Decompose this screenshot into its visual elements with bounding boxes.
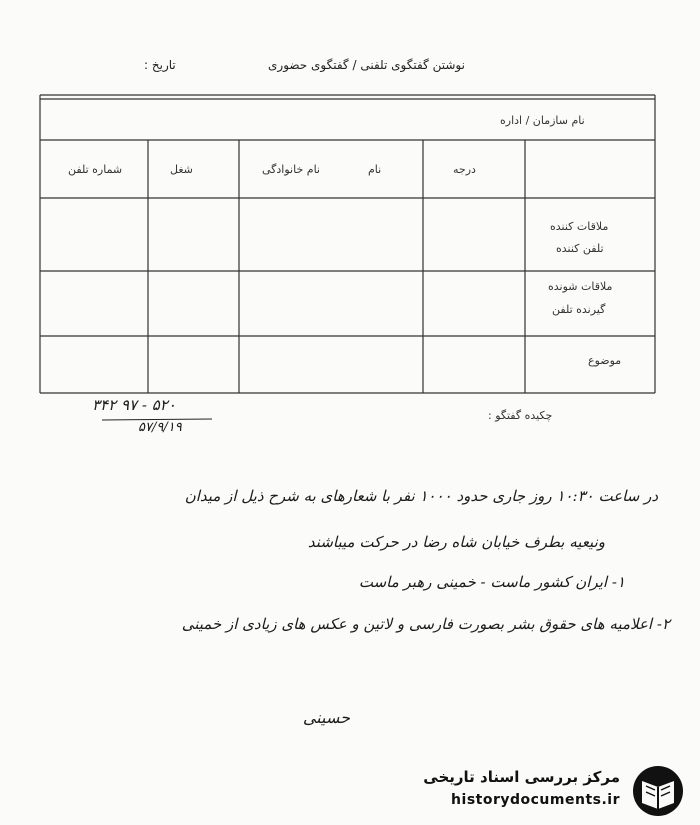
row2-label-a: ملاقات شونده: [548, 280, 613, 293]
subject-label: موضوع: [588, 354, 622, 367]
org-label: نام سازمان / اداره: [500, 114, 585, 127]
col-rank: درجه: [453, 163, 476, 176]
handwritten-item-1: ۱- ایران کشور ماست - خمینی رهبر ماست: [358, 573, 625, 591]
col-family: نام خانوادگی: [262, 163, 320, 176]
handwritten-line-1: در ساعت ۱۰:۳۰ روز جاری حدود ۱۰۰۰ نفر با شعارهای به شرح ذیل از میدان: [184, 487, 658, 505]
summary-label: چکیده گفتگو :: [488, 409, 553, 422]
handwritten-signature: حسینی: [302, 708, 350, 727]
handwritten-line-2: ونیعیه بطرف خیابان شاه رضا در حرکت میباشند: [307, 533, 605, 551]
row1-label-a: ملاقات کننده: [550, 220, 609, 233]
handwritten-ref-date: ۵۷/۹/۱۹: [138, 420, 182, 435]
handwritten-reference: ۵۲۰ - ۹۷ ۳۴۲: [92, 396, 176, 414]
row1-label-b: تلفن کننده: [556, 242, 604, 255]
watermark-org-name: مرکز بررسی اسناد تاریخی: [423, 768, 620, 786]
form-title: نوشتن گفتگوی تلفنی / گفتگوی حضوری: [268, 58, 465, 72]
col-phone: شماره تلفن: [68, 163, 123, 176]
date-label: تاریخ :: [144, 58, 176, 72]
col-name: نام: [368, 163, 382, 176]
watermark-url: historydocuments.ir: [451, 792, 620, 808]
handwritten-item-2: ۲- اعلامیه های حقوق بشر بصورت فارسی و لاتین و عکس های زیادی از خمینی: [181, 615, 670, 633]
col-job: شغل: [170, 163, 193, 176]
book-icon: [628, 763, 690, 819]
row2-label-b: گیرنده تلفن: [552, 303, 606, 316]
